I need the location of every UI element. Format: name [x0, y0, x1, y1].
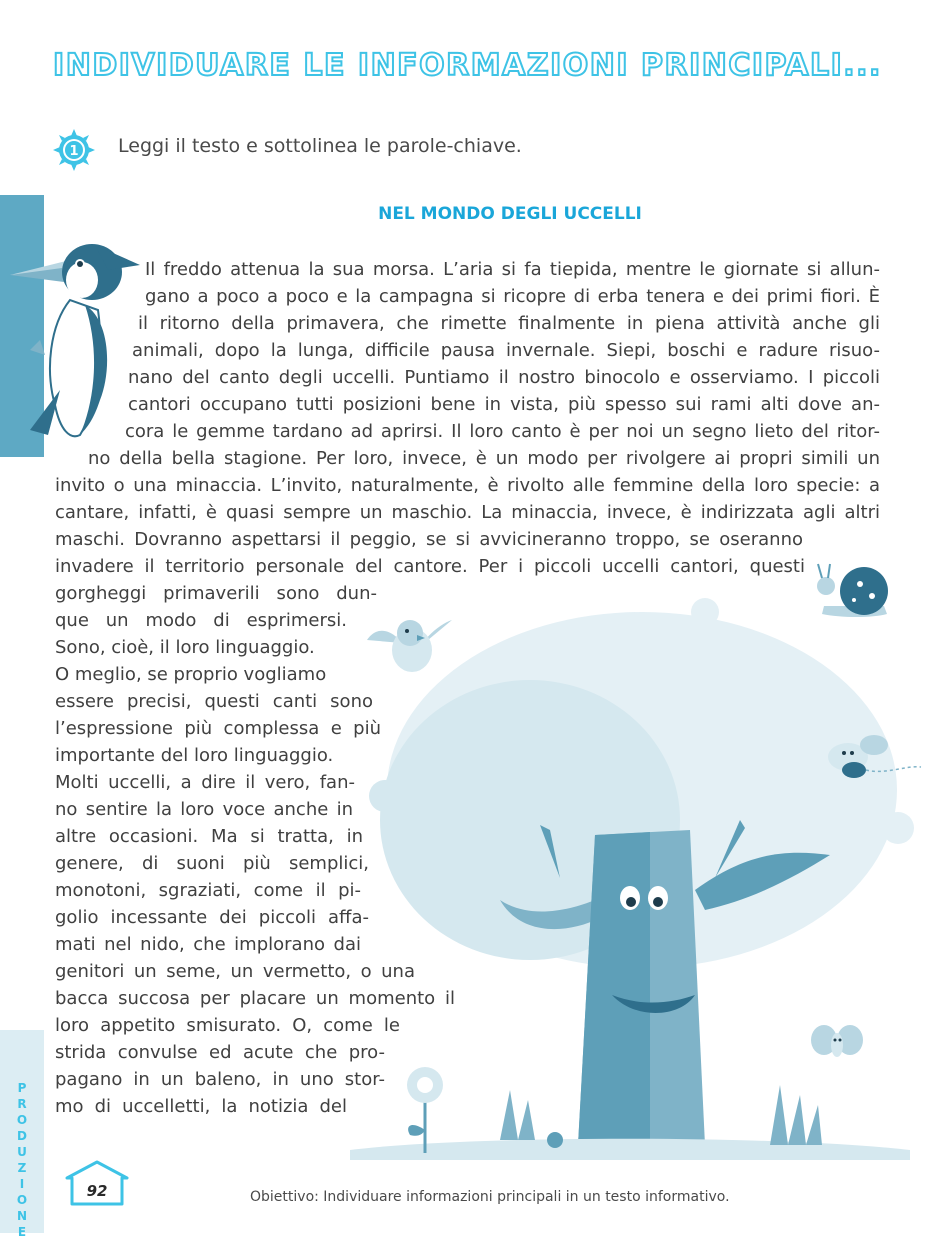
snail-illustration — [812, 556, 892, 626]
section-label-letter: U — [17, 1145, 27, 1159]
text-line: nano del canto degli uccelli. Puntiamo il nostro binocolo e osserviamo. I piccoli — [128, 367, 880, 388]
text-line: altre occasioni. Ma si tratta, in — [55, 826, 363, 847]
text-line: bacca succosa per placare un momento il — [55, 988, 455, 1009]
section-label-letter: R — [17, 1097, 27, 1111]
text-line: Sono, cioè, il loro linguaggio. — [55, 637, 315, 658]
text-line: invadere il territorio personale del cantore. Per i piccoli uccelli cantori, questi — [55, 556, 805, 577]
section-label-letter: E — [17, 1225, 27, 1239]
page-number: 92 — [86, 1182, 108, 1200]
section-label-letter: I — [19, 1177, 25, 1191]
section-label-letter: D — [17, 1129, 27, 1143]
text-line: essere precisi, questi canti sono — [55, 691, 373, 712]
section-label-letter: N — [16, 1209, 28, 1223]
text-line: golio incessante dei piccoli affa- — [55, 907, 369, 928]
text-line: Il freddo attenua la sua morsa. L’aria si fa tiepida, mentre le giornate si allun- — [145, 259, 880, 280]
flower-illustration — [400, 1065, 450, 1155]
text-line: loro appetito smisurato. O, come le — [55, 1015, 400, 1036]
butterfly-illustration — [810, 1020, 865, 1065]
text-line: O meglio, se proprio vogliamo — [55, 664, 327, 685]
text-line: importante del loro linguaggio. — [55, 745, 334, 766]
flying-bird-illustration — [362, 605, 457, 680]
exercise-number-badge — [52, 128, 96, 172]
text-line: maschi. Dovranno aspettarsi il peggio, se si avvicineranno troppo, se oseranno — [55, 529, 803, 550]
section-label-letter: P — [17, 1081, 27, 1095]
text-heading: NEL MONDO DEGLI UCCELLI — [378, 204, 642, 224]
text-line: no della bella stagione. Per loro, invece, è un modo per rivolgere ai propri simili un — [88, 448, 880, 469]
instruction-text: Leggi il testo e sottolinea le parole-chiave. — [118, 135, 522, 157]
text-line: animali, dopo la lunga, difficile pausa invernale. Siepi, boschi e radure risuo- — [132, 340, 880, 361]
text-line: cora le gemme tardano ad aprirsi. Il loro canto è per noi un segno lieto del ritor- — [125, 421, 880, 442]
text-line: genitori un seme, un vermetto, o una — [55, 961, 415, 982]
text-line: invito o una minaccia. L’invito, naturalmente, è rivolto alle femmine della loro specie: a — [55, 475, 880, 496]
text-line: pagano in un baleno, in uno stor- — [55, 1069, 385, 1090]
section-label-letter: Z — [17, 1161, 27, 1175]
section-label-letter: O — [16, 1193, 28, 1207]
text-line: il ritorno della primavera, che rimette finalmente in piena attività anche gli — [138, 313, 880, 334]
text-line: l’espressione più complessa e più — [55, 718, 381, 739]
text-line: monotoni, sgraziati, come il pi- — [55, 880, 361, 901]
text-line: no sentire la loro voce anche in — [55, 799, 353, 820]
page-title: INDIVIDUARE LE INFORMAZIONI PRINCIPALI... — [53, 48, 882, 83]
text-line: que un modo di esprimersi. — [55, 610, 347, 631]
text-line: genere, di suoni più semplici, — [55, 853, 369, 874]
text-line: gano a poco a poco e la campagna si ricopre di erba tenera e dei primi fiori. È — [145, 286, 880, 307]
text-line: mo di uccelletti, la notizia del — [55, 1096, 347, 1117]
section-label — [12, 1080, 32, 1240]
text-line: cantare, infatti, è quasi sempre un maschio. La minaccia, invece, è indirizzata agli altri — [55, 502, 880, 523]
text-line: mati nel nido, che implorano dai — [55, 934, 361, 955]
bee-illustration — [826, 725, 926, 785]
text-line: gorgheggi primaverili sono dun- — [55, 583, 377, 604]
section-label-letter: O — [16, 1113, 28, 1127]
exercise-number: 1 — [69, 144, 79, 159]
text-line: strida convulse ed acute che pro- — [55, 1042, 385, 1063]
text-line: Molti uccelli, a dire il vero, fan- — [55, 772, 355, 793]
footer-objective: Obiettivo: Individuare informazioni principali in un testo informativo. — [250, 1189, 730, 1205]
text-line: cantori occupano tutti posizioni bene in vista, più spesso sui rami alti dove an- — [128, 394, 880, 415]
